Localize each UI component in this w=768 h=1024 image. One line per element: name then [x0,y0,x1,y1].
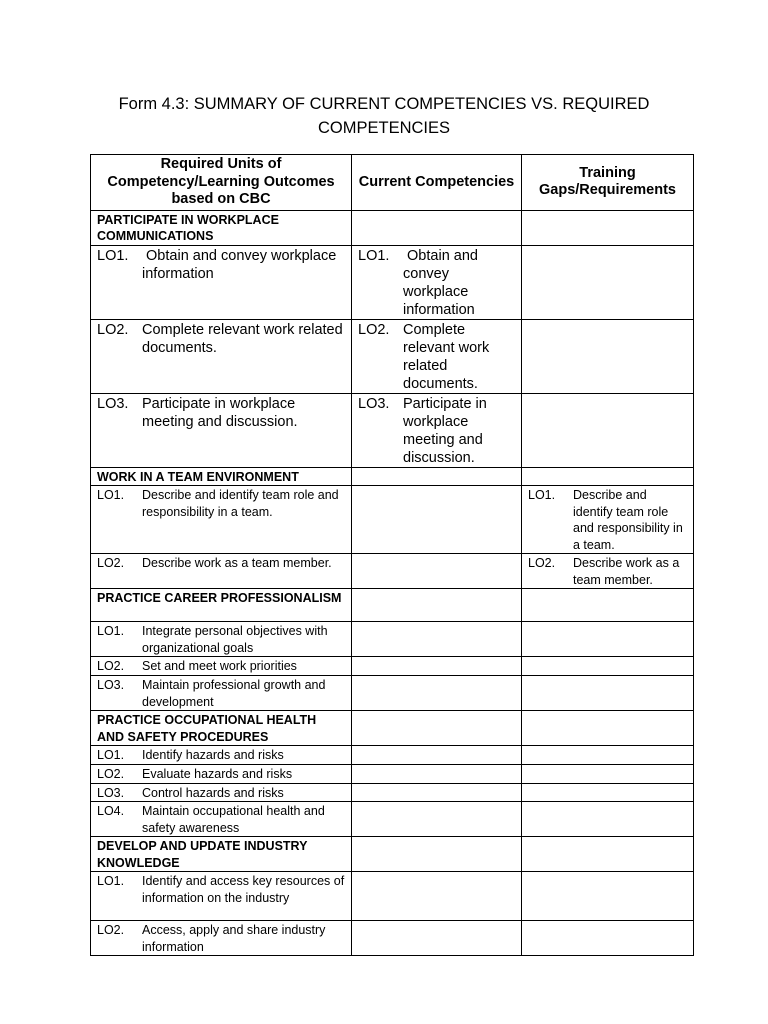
lo-number: LO3. [97,395,129,412]
table-row [91,657,694,676]
lo-text: Set and meet work priorities [142,659,297,673]
table-row [91,319,694,393]
lo-number: LO1. [97,488,125,502]
section-row [91,711,694,746]
competencies-table [90,154,694,956]
current-lo-number: LO1. [358,247,390,264]
header-current-competencies: Current Competencies [352,155,522,211]
lo-number: LO3. [97,678,125,692]
section-row [91,467,694,486]
header-row [91,155,694,211]
gap-lo-number: LO2. [528,556,556,570]
table-row [91,921,694,956]
lo-text: Control hazards and risks [142,785,284,800]
section-row [91,837,694,872]
lo-text: Identify and access key resources of information on the industry [142,874,345,905]
table-row [91,802,694,837]
current-lo-text: Complete relevant work related documents. [403,321,490,392]
section-title: PRACTICE CAREER PROFESSIONALISM [91,589,352,622]
lo-number: LO1. [97,624,125,638]
table-row [91,554,694,589]
table-row [91,245,694,319]
lo-number: LO2. [97,321,129,338]
gap-lo-text: Describe and identify team role and responsibility in a team. [573,488,683,552]
lo-text: Access, apply and share industry information [142,923,326,954]
lo-text: Integrate personal objectives with organizational goals [142,624,328,655]
lo-text: Identify hazards and risks [142,748,284,762]
lo-text: Describe work as a team member. [142,556,332,570]
lo-number: LO1. [97,874,125,888]
lo-text: Describe and identify team role and responsibility in a team. [142,488,339,519]
table-row [91,783,694,802]
lo-number: LO2. [97,556,125,570]
lo-number: LO1. [97,247,129,264]
table-row [91,486,694,554]
lo-number: LO2. [97,659,125,673]
current-lo-text: Obtain and convey workplace information [403,247,483,318]
section-row [91,589,694,622]
gap-lo-number: LO1. [528,488,556,502]
section-title: WORK IN A TEAM ENVIRONMENT [91,467,352,486]
table-row [91,393,694,467]
table-row [91,622,694,657]
lo-text: Evaluate hazards and risks [142,767,293,781]
section-title: PARTICIPATE IN WORKPLACE COMMUNICATIONS [91,210,352,245]
table-row [91,746,694,765]
form-title-line1: Form 4.3: SUMMARY OF CURRENT COMPETENCIES VS. REQUIRED [118,95,650,113]
current-lo-text: Participate in workplace meeting and discussion. [403,395,487,466]
current-lo-number: LO2. [358,321,390,338]
lo-text: Maintain professional growth and development [142,678,326,709]
form-title [60,92,708,140]
section-row [91,210,694,245]
lo-number: LO1. [97,748,125,762]
lo-number: LO3. [97,785,125,800]
lo-text: Complete relevant work related documents. [142,321,343,356]
lo-text: Maintain occupational health and safety awareness [142,804,325,835]
form-title-line2: COMPETENCIES [317,119,451,137]
lo-number: LO4. [97,804,125,818]
lo-text: Participate in workplace meeting and discussion. [142,395,298,430]
lo-number: LO2. [97,923,125,937]
lo-text: Obtain and convey workplace information [142,247,341,282]
current-lo-number: LO3. [358,395,390,412]
table-row [91,765,694,784]
header-training-gaps: Training Gaps/Requirements [522,155,694,211]
section-title: DEVELOP AND UPDATE INDUSTRY KNOWLEDGE [91,837,352,872]
table-row [91,872,694,921]
lo-number: LO2. [97,767,125,781]
section-title: PRACTICE OCCUPATIONAL HEALTH AND SAFETY PROCEDURES [91,711,352,746]
gap-lo-text: Describe work as a team member. [573,556,680,587]
table-row [91,676,694,711]
header-required-units: Required Units of Competency/Learning Outcomes based on CBC [91,155,352,211]
